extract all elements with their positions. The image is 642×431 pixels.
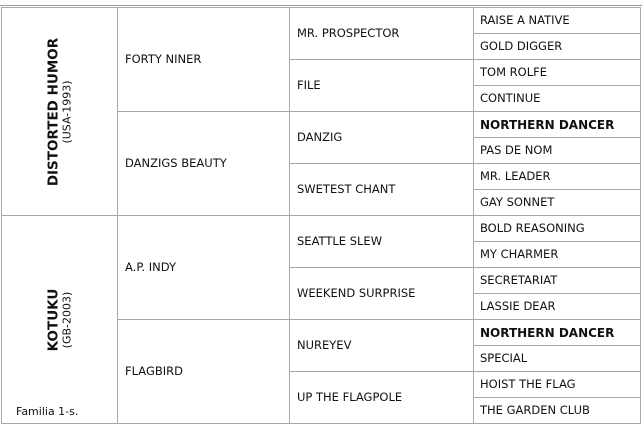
ancestor-bold-reasoning: BOLD REASONING: [474, 216, 641, 242]
dam-sire-name: A.P. INDY: [118, 216, 290, 320]
ancestor-continue: CONTINUE: [474, 86, 641, 112]
ancestor-raise-a-native: RAISE A NATIVE: [474, 8, 641, 34]
sire-origin: (USA-1993): [59, 79, 73, 144]
dam-dam-dam-name: UP THE FLAGPOLE: [290, 372, 474, 424]
pedigree-table: [1, 7, 641, 424]
family-note: Familia 1-s.: [16, 405, 79, 418]
dam-cell: [2, 216, 118, 424]
sire-label: [46, 37, 73, 185]
sire-sire-sire-name: MR. PROSPECTOR: [290, 8, 474, 60]
dam-origin: (GB-2003): [59, 291, 73, 348]
ancestor-secretariat: SECRETARIAT: [474, 268, 641, 294]
pedigree-row: [2, 216, 641, 242]
sire-sire-dam-name: FILE: [290, 60, 474, 112]
ancestor-mr-leader: MR. LEADER: [474, 164, 641, 190]
ancestor-lassie-dear: LASSIE DEAR: [474, 294, 641, 320]
ancestor-tom-rolfe: TOM ROLFE: [474, 60, 641, 86]
sire-sire-name: FORTY NINER: [118, 8, 290, 112]
ancestor-gold-digger: GOLD DIGGER: [474, 34, 641, 60]
sire-dam-dam-name: SWETEST CHANT: [290, 164, 474, 216]
dam-sire-dam-name: WEEKEND SURPRISE: [290, 268, 474, 320]
ancestor-my-charmer: MY CHARMER: [474, 242, 641, 268]
dam-name: KOTUKU: [45, 288, 62, 351]
sire-name: DISTORTED HUMOR: [45, 37, 62, 186]
ancestor-northern-dancer: NORTHERN DANCER: [474, 320, 641, 346]
ancestor-northern-dancer: NORTHERN DANCER: [474, 112, 641, 138]
dam-dam-sire-name: NUREYEV: [290, 320, 474, 372]
pedigree-row: [2, 8, 641, 34]
ancestor-hoist-the-flag: HOIST THE FLAG: [474, 372, 641, 398]
ancestor-the-garden-club: THE GARDEN CLUB: [474, 398, 641, 424]
ancestor-pas-de-nom: PAS DE NOM: [474, 138, 641, 164]
sire-dam-sire-name: DANZIG: [290, 112, 474, 164]
sire-cell: [2, 8, 118, 216]
sire-dam-name: DANZIGS BEAUTY: [118, 112, 290, 216]
ancestor-gay-sonnet: GAY SONNET: [474, 190, 641, 216]
dam-dam-name: FLAGBIRD: [118, 320, 290, 424]
dam-sire-sire-name: SEATTLE SLEW: [290, 216, 474, 268]
dam-label: [46, 288, 73, 351]
top-rule: [0, 5, 642, 6]
ancestor-special: SPECIAL: [474, 346, 641, 372]
